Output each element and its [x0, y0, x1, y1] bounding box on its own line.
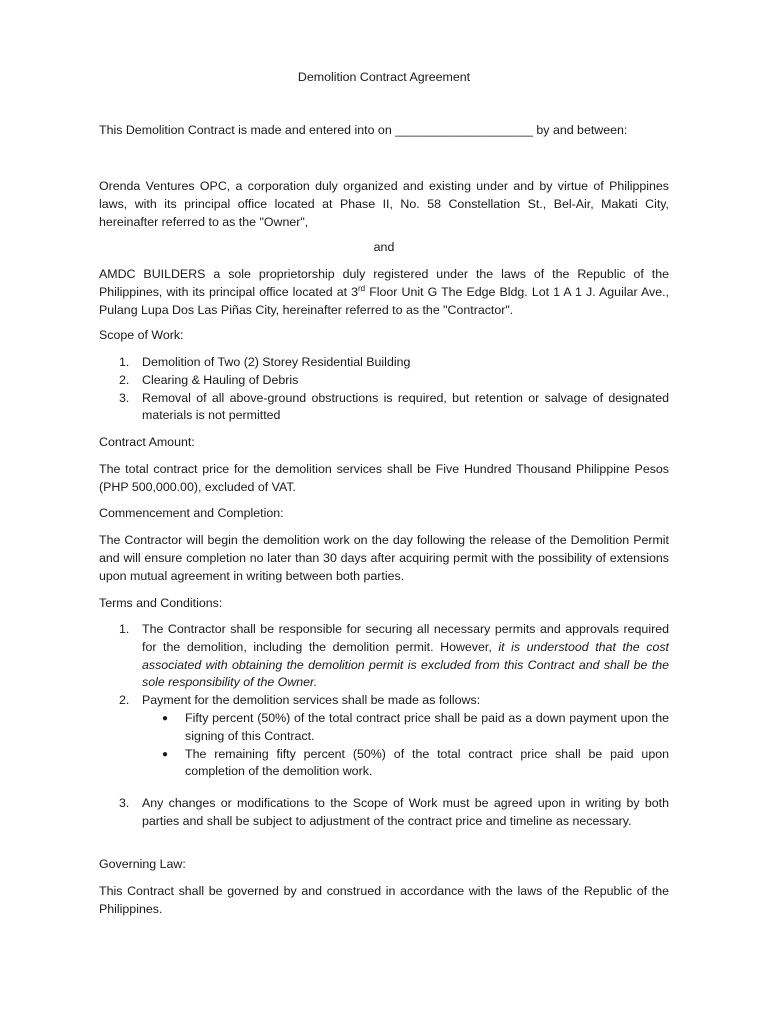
terms-list-a — [99, 621, 669, 781]
scope-item-number: 1. — [119, 355, 130, 369]
terms-item-number: 1. — [119, 622, 130, 636]
document-title: Demolition Contract Agreement — [297, 70, 471, 84]
terms-heading: Terms and Conditions: — [99, 596, 223, 610]
bullet-dot-icon: ● — [162, 748, 169, 760]
payment-bullet-list — [142, 710, 669, 781]
scope-item — [99, 372, 669, 390]
terms-item — [99, 795, 669, 831]
commencement-heading: Commencement and Completion: — [99, 506, 284, 520]
terms-list-b — [99, 795, 669, 831]
payment-bullet-item — [142, 746, 669, 782]
scope-item-number: 2. — [119, 372, 130, 387]
scope-list — [99, 354, 669, 425]
terms-item-italic-text: it is understood that the cost associated with obtaining the demolition permit is excluded from this Contract and shall be the sole responsibility of the Owner. — [142, 639, 669, 690]
contractor-paragraph — [99, 266, 669, 319]
commencement-text: The Contractor will begin the demolition work on the day following the release of the Demolition Permit and will ensure completion no later than 30 days after acquiring permit with the possibility of extensions upon mutual agreement in writing between both parties. — [99, 533, 669, 583]
terms-item-text: Any changes or modifications to the Scope of Work must be agreed upon in writing by both parties and shall be subject to adjustment of the contract price and timeline as necessary. — [142, 796, 669, 828]
contract-amount-heading: Contract Amount: — [99, 435, 195, 449]
owner-paragraph: Orenda Ventures OPC, a corporation duly organized and existing under and by virtue of Philippines laws, with its principal office located at Phase II, No. 58 Constellation St., Bel-Air, Makati City, hereinafter referred to as the "Owner", — [99, 179, 669, 229]
bullet-dot-icon: ● — [162, 712, 169, 724]
terms-item — [99, 692, 669, 781]
terms-item-text: Payment for the demolition services shall be made as follows: — [142, 693, 481, 708]
payment-bullet-item — [142, 710, 669, 746]
terms-item-text: The Contractor shall be responsible for securing all necessary permits and approvals required for the demolition, including the demolition permit. However, — [142, 622, 669, 654]
scope-item-text: Clearing & Hauling of Debris — [142, 372, 299, 387]
payment-bullet-text: Fifty percent (50%) of the total contract price shall be paid as a down payment upon the signing of this Contract. — [185, 710, 669, 743]
terms-item-number: 3. — [119, 796, 130, 810]
scope-item-number: 3. — [119, 390, 130, 405]
scope-item — [99, 390, 669, 426]
terms-item — [99, 621, 669, 692]
and-separator: and — [373, 240, 395, 254]
contractor-text-part1: AMDC BUILDERS a sole proprietorship duly registered under the laws of the Republic of the Philippines, with its principal office located at 3 — [99, 267, 669, 299]
scope-heading: Scope of Work: — [99, 328, 184, 342]
contractor-text-part2: Floor Unit G The Edge Bldg. Lot 1 A 1 J. Aguilar Ave., Pulang Lupa Dos Las Piñas City, hereinafter referred to as the "Contractor". — [99, 284, 669, 317]
terms-item-number: 2. — [119, 693, 130, 708]
scope-item-text: Removal of all above-ground obstructions is required, but retention or salvage of designated materials is not permitted — [142, 390, 669, 423]
intro-paragraph: This Demolition Contract is made and entered into on ____________________ by and between: — [99, 123, 628, 137]
contractor-superscript: rd — [358, 283, 366, 293]
scope-item-text: Demolition of Two (2) Storey Residential Building — [142, 355, 411, 369]
payment-bullet-text: The remaining fifty percent (50%) of the total contract price shall be paid upon completion of the demolition work. — [185, 746, 669, 779]
governing-law-heading: Governing Law: — [99, 857, 186, 871]
contract-amount-text: The total contract price for the demolition services shall be Five Hundred Thousand Philippine Pesos (PHP 500,000.00), excluded of VAT. — [99, 462, 669, 494]
governing-law-text: This Contract shall be governed by and construed in accordance with the laws of the Republic of the Philippines. — [99, 884, 669, 916]
scope-item — [99, 354, 669, 372]
